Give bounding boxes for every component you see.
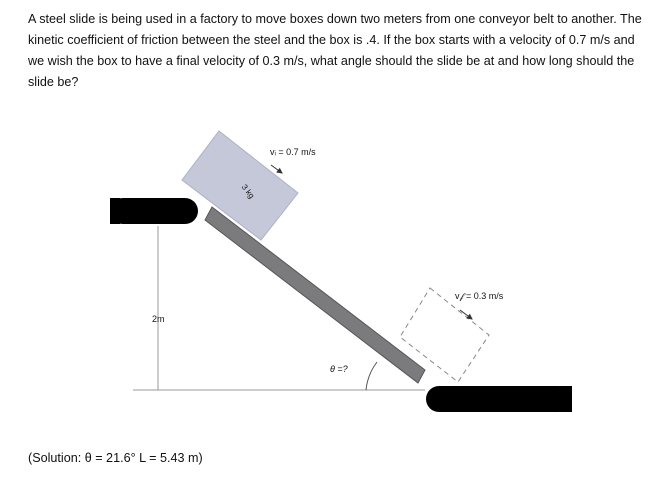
final-velocity-label: v𝒻 = 0.3 m/s (455, 291, 504, 301)
height-label: 2m (152, 314, 165, 324)
initial-velocity-arrow (271, 165, 282, 173)
upper-conveyor-belt (110, 198, 198, 224)
angle-arc (366, 362, 377, 390)
steel-slide (205, 207, 425, 383)
solution-statement: (Solution: θ = 21.6° L = 5.43 m) (28, 451, 203, 465)
lower-conveyor-belt (426, 386, 572, 412)
initial-velocity-label: vᵢ = 0.7 m/s (270, 147, 316, 157)
angle-label: θ =? (330, 364, 348, 374)
final-velocity-arrow (460, 310, 472, 319)
problem-statement: A steel slide is being used in a factory to move boxes down two meters from one conveyor belt to another. The kinetic coefficient of friction between the steel and the box is .4. If the box starts with a velocity of 0.7 m/s and we wish the box to have a final velocity of 0.3 m/s, what angle should the slide be at and how long should the slide be? (28, 12, 642, 89)
box-mass-label: 3 kg (239, 182, 257, 201)
